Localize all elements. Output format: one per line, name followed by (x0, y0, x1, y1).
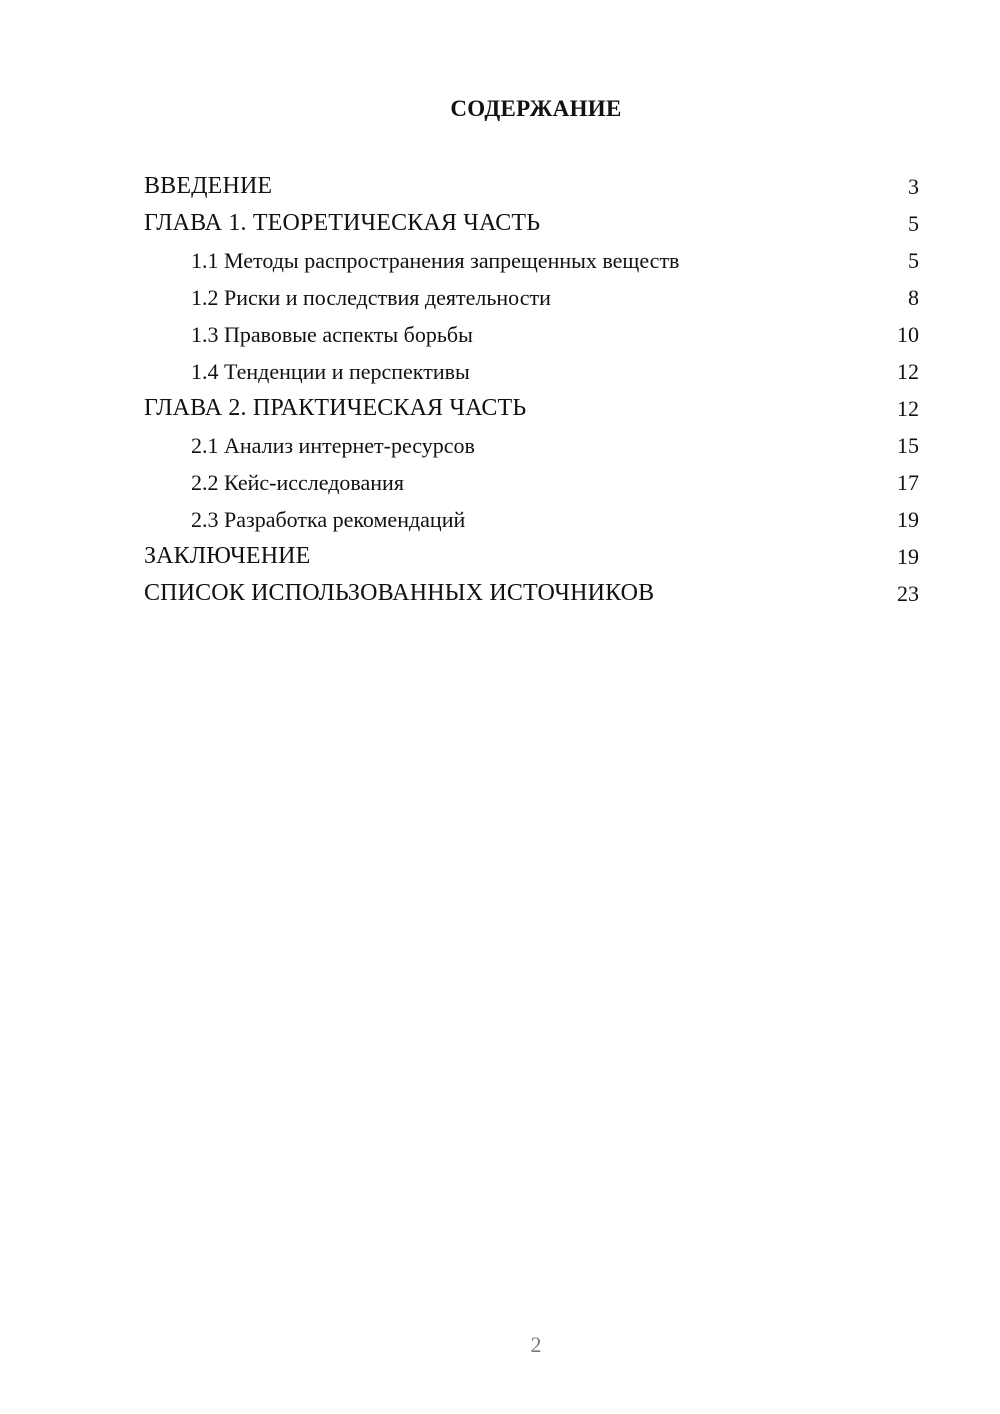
toc-entry-references (144, 575, 919, 612)
toc-entry-page: 5 (908, 210, 919, 236)
toc-entry-page: 15 (897, 432, 919, 458)
toc-entry-page: 10 (897, 321, 919, 347)
toc-entry-page: 12 (897, 395, 919, 421)
toc-entry-label: ЗАКЛЮЧЕНИЕ (144, 543, 311, 569)
toc-entry-page: 23 (897, 580, 919, 606)
toc-entry-label: 2.3 Разработка рекомендаций (191, 506, 466, 532)
toc-entry-section-2-2 (144, 464, 919, 501)
toc-entry-label: 1.1 Методы распространения запрещенных веществ (191, 247, 680, 273)
toc-entry-page: 5 (908, 247, 919, 273)
toc-entry-page: 12 (897, 358, 919, 384)
toc-entry-label: ГЛАВА 1. ТЕОРЕТИЧЕСКАЯ ЧАСТЬ (144, 210, 541, 236)
toc-entry-page: 3 (908, 173, 919, 199)
toc-entry-section-1-3 (144, 316, 919, 353)
toc-entry-label: 1.3 Правовые аспекты борьбы (191, 321, 473, 347)
toc-entry-section-1-1 (144, 242, 919, 279)
toc-entry-page: 8 (908, 284, 919, 310)
toc-entry-section-2-3 (144, 501, 919, 538)
toc-entry-introduction (144, 168, 919, 205)
toc-entry-conclusion (144, 538, 919, 575)
toc-entry-page: 19 (897, 543, 919, 569)
toc-entry-section-1-2 (144, 279, 919, 316)
toc-entry-label: ВВЕДЕНИЕ (144, 173, 273, 199)
page-number: 2 (530, 1332, 542, 1357)
toc-entry-label: 2.2 Кейс-исследования (191, 469, 404, 495)
table-of-contents (144, 168, 919, 612)
page-title: СОДЕРЖАНИЕ (450, 96, 622, 121)
toc-entry-page: 19 (897, 506, 919, 532)
toc-entry-label: 2.1 Анализ интернет-ресурсов (191, 432, 475, 458)
toc-entry-chapter-1 (144, 205, 919, 242)
toc-entry-page: 17 (897, 469, 919, 495)
toc-entry-section-1-4 (144, 353, 919, 390)
toc-entry-label: СПИСОК ИСПОЛЬЗОВАННЫХ ИСТОЧНИКОВ (144, 580, 655, 606)
toc-entry-label: ГЛАВА 2. ПРАКТИЧЕСКАЯ ЧАСТЬ (144, 395, 527, 421)
toc-entry-label: 1.4 Тенденции и перспективы (191, 358, 470, 384)
toc-entry-section-2-1 (144, 427, 919, 464)
toc-entry-label: 1.2 Риски и последствия деятельности (191, 284, 551, 310)
toc-entry-chapter-2 (144, 390, 919, 427)
